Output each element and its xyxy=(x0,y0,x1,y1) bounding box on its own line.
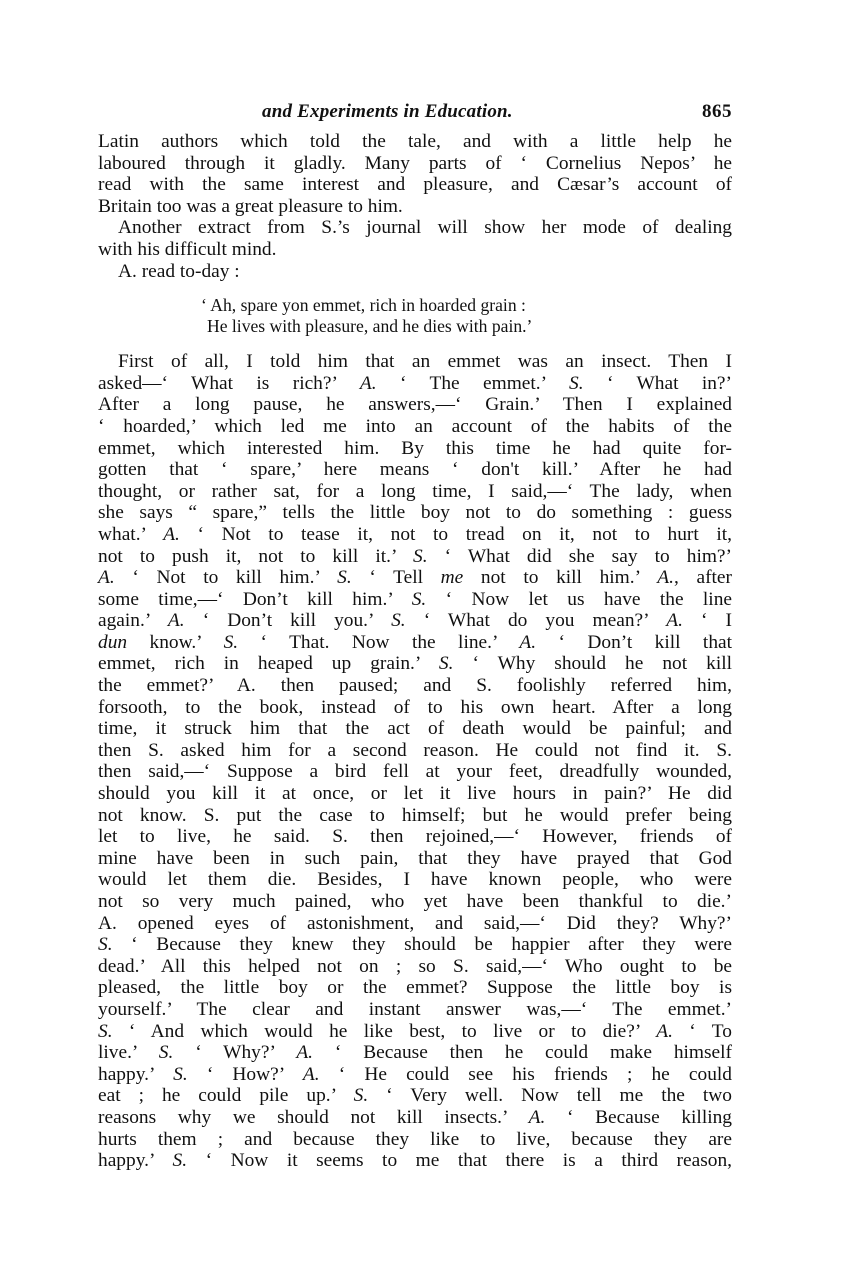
text-line: time, it struck him that the act of death would be painful; and xyxy=(98,718,732,740)
text-line: dead.’ All this helped not on ; so S. said,—‘ Who ought to be xyxy=(98,955,732,977)
text-line: not know. S. put the case to himself; but he would prefer being xyxy=(98,804,732,826)
italic-speaker: S. xyxy=(98,1020,113,1042)
text-line: Latin authors which told the tale, and with a little help he xyxy=(98,131,732,152)
italic-speaker: S. xyxy=(438,653,454,675)
italic-speaker: A. xyxy=(296,1042,314,1064)
italic-speaker: A. xyxy=(528,1106,546,1128)
italic-speaker: A. xyxy=(519,631,537,653)
text-line: pleased, the little boy or the emmet? Suppose the little boy is xyxy=(98,977,732,999)
italic-speaker: A. xyxy=(657,567,674,589)
italic-speaker: A. xyxy=(666,610,683,632)
text-line: Another extract from S.’s journal will show her mode of dealing xyxy=(118,217,732,239)
text-line: should you kill it at once, or let it live hours in pain?’ He did xyxy=(98,783,732,805)
text-line: laboured through it gladly. Many parts of ‘ Cornelius Nepos’ he xyxy=(98,152,732,174)
text-line: emmet, which interested him. By this time he had quite for- xyxy=(98,437,732,459)
running-header xyxy=(98,100,732,124)
text-line: the emmet?’ A. then paused; and S. foolishly referred him, xyxy=(98,675,732,697)
text-line: would let them die. Besides, I have known people, who were xyxy=(98,869,732,891)
text-line: hurts them ; and because they like to live, because they are xyxy=(98,1128,732,1150)
body-text xyxy=(98,131,732,1172)
text-line: S. ‘ Because they knew they should be happier after they were xyxy=(98,934,732,956)
text-line: S. ‘ And which would he like best, to live or to die?’ A. ‘ To xyxy=(98,1020,732,1042)
text-line: happy.’ S. ‘ How?’ A. ‘ He could see his friends ; he could xyxy=(98,1063,732,1085)
italic-speaker: S. xyxy=(223,631,239,653)
text-line: After a long pause, he answers,—‘ Grain.’ Then I explained xyxy=(98,394,732,416)
italic-speaker: me xyxy=(440,567,464,589)
text-line: asked—‘ What is rich?’ A. ‘ The emmet.’ S. ‘ What in?’ xyxy=(98,372,733,394)
text-line: A. ‘ Not to kill him.’ S. ‘ Tell me not to kill him.’ A., after xyxy=(98,567,732,589)
text-line: not so very much pained, who yet have been thankful to die.’ xyxy=(98,891,732,912)
text-line: let to live, he said. S. then rejoined,—‘ However, friends of xyxy=(98,826,732,848)
text-line: emmet, rich in heaped up grain.’ S. ‘ Why should he not kill xyxy=(98,653,732,675)
italic-speaker: S. xyxy=(391,610,406,632)
text-line: then said,—‘ Suppose a bird fell at your feet, dreadfully wounded, xyxy=(98,761,732,783)
text-line: then S. asked him for a second reason. He could not find it. S. xyxy=(98,739,732,761)
italic-speaker: A. xyxy=(167,610,185,632)
text-line: ‘ hoarded,’ which led me into an account of the habits of the xyxy=(98,415,732,437)
text-line: some time,—‘ Don’t kill him.’ S. ‘ Now let us have the line xyxy=(98,588,732,610)
italic-speaker: S. xyxy=(411,588,427,610)
italic-speaker: S. xyxy=(353,1085,369,1107)
text-line: mine have been in such pain, that they have prayed that God xyxy=(98,847,732,869)
verse-line: He lives with pleasure, and he dies with pain.’ xyxy=(207,316,533,337)
paragraph-another-extract xyxy=(98,217,732,260)
text-line: First of all, I told him that an emmet was an insect. Then I xyxy=(118,351,732,373)
italic-speaker: S. xyxy=(158,1042,174,1064)
italic-speaker: A. xyxy=(302,1063,320,1085)
text-line: dun know.’ S. ‘ That. Now the line.’ A. ‘ Don’t kill that xyxy=(98,631,733,653)
text-line: again.’ A. ‘ Don’t kill you.’ S. ‘ What do you mean?’ A. ‘ I xyxy=(98,610,732,632)
text-line: what.’ A. ‘ Not to tease it, not to tread on it, not to hurt it, xyxy=(98,523,732,545)
text-line: Britain too was a great pleasure to him. xyxy=(98,195,403,217)
text-line: not to push it, not to kill it.’ S. ‘ What did she say to him?’ xyxy=(98,545,732,567)
paragraph-read-today xyxy=(98,261,732,283)
italic-speaker: S. xyxy=(98,934,113,956)
italic-speaker: S. xyxy=(173,1063,188,1085)
page-number: 865 xyxy=(702,101,732,122)
text-line: forsooth, to the book, instead of to his own heart. After a long xyxy=(98,696,732,718)
text-line: A. opened eyes of astonishment, and said,—‘ Did they? Why?’ xyxy=(98,912,732,934)
text-line: read with the same interest and pleasure, and Cæsar’s account of xyxy=(98,174,732,196)
text-line: happy.’ S. ‘ Now it seems to me that there is a third reason, xyxy=(98,1150,732,1172)
italic-speaker: S. xyxy=(569,372,584,394)
text-line: thought, or rather sat, for a long time, I said,—‘ The lady, when xyxy=(98,480,732,502)
text-line: yourself.’ The clear and instant answer was,—‘ The emmet.’ xyxy=(98,998,732,1020)
verse-line: ‘ Ah, spare yon emmet, rich in hoarded grain : xyxy=(201,295,526,316)
text-line: she says “ spare,” tells the little boy not to do something : guess xyxy=(98,502,732,524)
italic-speaker: S. xyxy=(413,545,428,567)
text-line: with his difficult mind. xyxy=(98,238,277,260)
verse-quotation xyxy=(98,295,732,337)
italic-speaker: dun xyxy=(98,631,128,653)
text-line: live.’ S. ‘ Why?’ A. ‘ Because then he could make himself xyxy=(98,1042,732,1064)
italic-speaker: A. xyxy=(359,372,377,394)
text-line: reasons why we should not kill insects.’ A. ‘ Because killing xyxy=(98,1106,732,1128)
italic-speaker: S. xyxy=(337,567,352,589)
text-line: A. read to-day : xyxy=(118,260,240,282)
italic-speaker: S. xyxy=(172,1150,188,1172)
italic-speaker: A. xyxy=(656,1020,673,1042)
italic-speaker: A. xyxy=(98,567,115,589)
italic-speaker: A. xyxy=(163,523,180,545)
text-line: eat ; he could pile up.’ S. ‘ Very well. Now tell me the two xyxy=(98,1085,732,1107)
paragraph-dialogue xyxy=(98,351,732,1172)
text-line: gotten that ‘ spare,’ here means ‘ don't kill.’ After he had xyxy=(98,459,732,481)
running-title: and Experiments in Education. xyxy=(262,101,513,122)
paragraph-latin-authors xyxy=(98,131,732,217)
